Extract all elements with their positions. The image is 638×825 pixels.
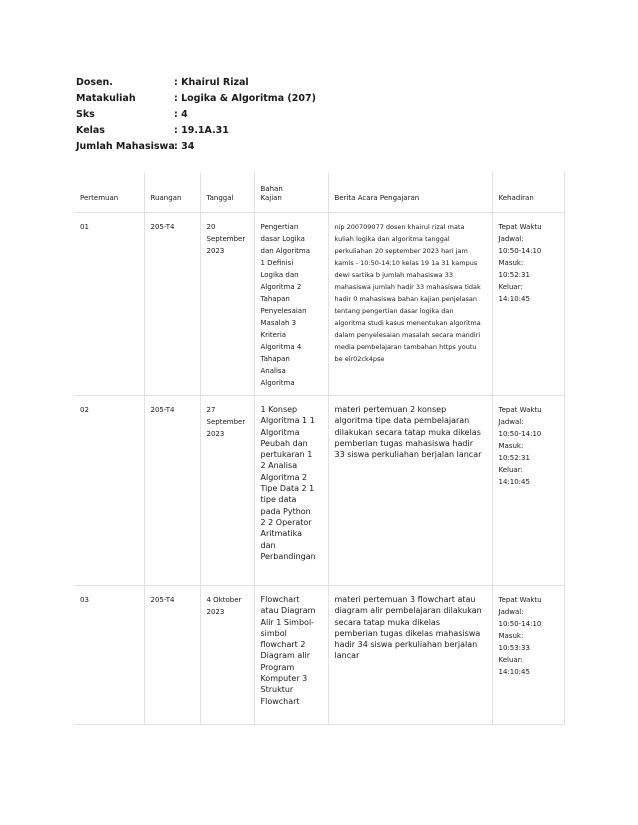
- info-value: : Logika & Algoritma (207): [174, 93, 316, 104]
- cell-tanggal: 20 September 2023: [200, 213, 254, 396]
- cell-bahan-kajian: Pengertian dasar Logika dan Algoritma 1 Definisi Logika dan Algoritma 2 Tahapan Penyelesaian Masalah 3 Kriteria Algoritma 4 Tahapan Analisa Algoritma: [254, 213, 328, 396]
- cell-tanggal: 27 September 2023: [200, 396, 254, 586]
- info-value: : Khairul Rizal: [174, 77, 249, 88]
- header-bahan-kajian: Bahan Kajian: [254, 172, 328, 213]
- info-label: Kelas: [76, 125, 105, 136]
- info-row-sks: [76, 107, 316, 123]
- cell-berita-acara: materi pertemuan 3 flowchart atau diagram alir pembelajaran dilakukan secara tatap muka dikelas pemberian tugas dikelas mahasiswa hadir 34 siswa perkuliahan berjalan lancar: [328, 586, 492, 725]
- cell-pertemuan: 03: [74, 586, 144, 725]
- table-header-row: [74, 172, 564, 213]
- info-value: : 34: [174, 141, 195, 152]
- cell-ruangan: 205-T4: [144, 213, 200, 396]
- cell-pertemuan: 02: [74, 396, 144, 586]
- table-row: [74, 213, 564, 396]
- info-label: Sks: [76, 109, 95, 120]
- cell-bahan-kajian: 1 Konsep Algoritma 1 1 Algoritma Peubah dan pertukaran 1 2 Analisa Algoritma 2 Tipe Data 2 1 tipe data pada Python 2 2 Operator Aritmatika dan Perbandingan: [254, 396, 328, 586]
- cell-ruangan: 205-T4: [144, 396, 200, 586]
- info-value: : 4: [174, 109, 188, 120]
- cell-pertemuan: 01: [74, 213, 144, 396]
- info-label: Matakuliah: [76, 93, 136, 104]
- cell-berita-acara: nip 200709077 dosen khairul rizal mata kuliah logika dan algoritma tanggal perkuliahan 20 september 2023 hari jam kamis - 10:50-14:10 kelas 19 1a 31 kampus dewi sartika b jumlah mahasiswa 33 mahasiswa jumlah hadir 33 mahasiswa tidak hadir 0 mahasiswa bahan kajian penjelasan tentang pengertian dasar logika dan algoritma studi kasus menentukan algoritma dalam penyelesaian masalah secara mandiri media pembelajaran tambahan https youtu be elr02ck4pse: [328, 213, 492, 396]
- info-row-jumlah-mahasiswa: [76, 139, 316, 155]
- table-row: [74, 396, 564, 586]
- header-pertemuan: Pertemuan: [74, 172, 144, 213]
- info-row-kelas: [76, 123, 316, 139]
- cell-kehadiran: Tepat Waktu Jadwal: 10:50-14:10 Masuk: 10:52:31 Keluar: 14:10:45: [492, 213, 564, 396]
- info-label: Dosen.: [76, 77, 113, 88]
- cell-kehadiran: Tepat Waktu Jadwal: 10:50-14:10 Masuk: 10:53:33 Keluar: 14:10:45: [492, 586, 564, 725]
- cell-kehadiran: Tepat Waktu Jadwal: 10:50-14:10 Masuk: 10:52:31 Keluar: 14:10:45: [492, 396, 564, 586]
- header-kehadiran: Kehadiran: [492, 172, 564, 213]
- info-row-matakuliah: [76, 91, 316, 107]
- info-value: : 19.1A.31: [174, 125, 229, 136]
- info-row-dosen: [76, 75, 316, 91]
- table-row: [74, 586, 564, 725]
- header-ruangan: Ruangan: [144, 172, 200, 213]
- berita-acara-table: [74, 172, 565, 725]
- course-info: [76, 75, 316, 155]
- cell-berita-acara: materi pertemuan 2 konsep algoritma tipe data pembelajaran dilakukan secara tatap muka dikelas pemberian tugas mahasiswa hadir 33 siswa perkuliahan berjalan lancar: [328, 396, 492, 586]
- cell-bahan-kajian: Flowchart atau Diagram Alir 1 Simbol- simbol flowchart 2 Diagram alir Program Komputer 3 Struktur Flowchart: [254, 586, 328, 725]
- header-tanggal: Tanggal: [200, 172, 254, 213]
- cell-tanggal: 4 Oktober 2023: [200, 586, 254, 725]
- cell-ruangan: 205-T4: [144, 586, 200, 725]
- info-label: Jumlah Mahasiswa: [76, 141, 175, 152]
- header-berita-acara: Berita Acara Pengajaran: [328, 172, 492, 213]
